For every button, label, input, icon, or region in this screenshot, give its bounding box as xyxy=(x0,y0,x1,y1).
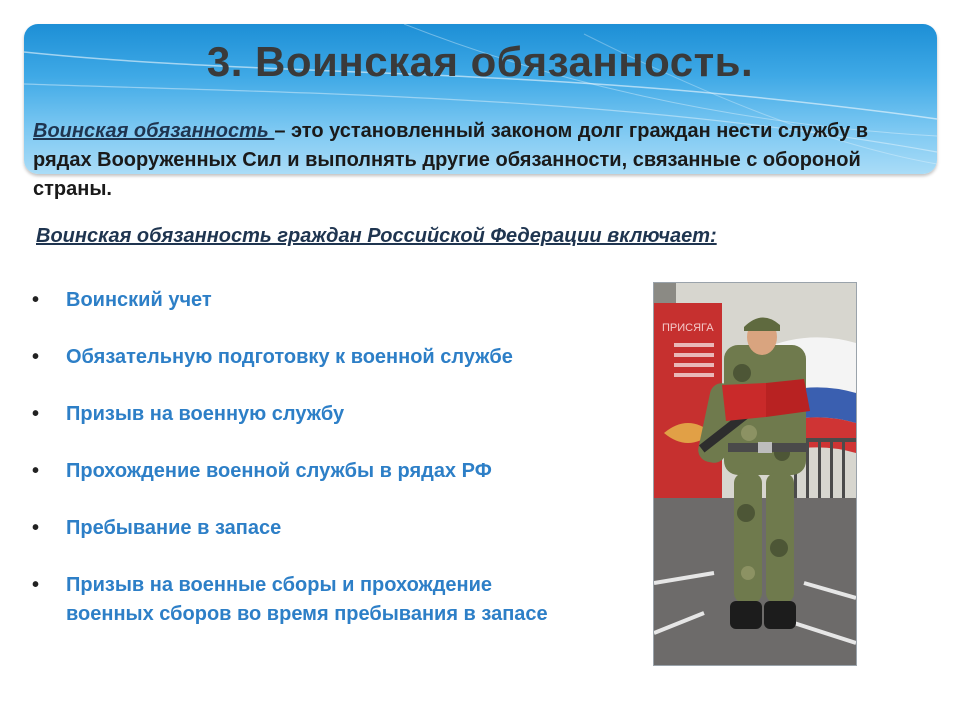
poster-sign: ПРИСЯГА xyxy=(662,322,714,334)
list-item-text: Обязательную подготовку к военной службе xyxy=(66,346,513,368)
list-item-text: Призыв на военную службу xyxy=(66,403,345,425)
list-item xyxy=(32,457,552,486)
list-item-text: Прохождение военной службы в рядах РФ xyxy=(66,460,492,482)
duties-list xyxy=(32,286,552,657)
definition-term: Воинская обязанность xyxy=(33,120,275,142)
list-item xyxy=(32,286,552,315)
definition-paragraph xyxy=(33,117,928,204)
definition-text: – это установленный законом долг граждан нести службу в рядах Вооруженных Сил и выполнять другие обязанности, связанные с обороной страны. xyxy=(33,120,869,200)
soldier-photo xyxy=(653,282,857,666)
bullet-icon: • xyxy=(32,517,40,539)
list-item xyxy=(32,571,552,629)
bullet-icon: • xyxy=(32,346,40,368)
list-item-text: Воинский учет xyxy=(66,289,212,311)
list-item-text: Пребывание в запасе xyxy=(66,517,282,539)
list-item xyxy=(32,343,552,372)
list-item xyxy=(32,400,552,429)
soldier-illustration xyxy=(654,283,856,665)
bullet-icon: • xyxy=(32,403,40,425)
bullet-icon: • xyxy=(32,574,40,596)
list-item-text: Призыв на военные сборы и прохождение военных сборов во время пребывания в запасе xyxy=(66,574,548,625)
bullet-icon: • xyxy=(32,289,40,311)
slide-title: 3. Воинская обязанность. xyxy=(206,38,754,85)
bullet-icon: • xyxy=(32,460,40,482)
list-item xyxy=(32,514,552,543)
list-heading: Воинская обязанность граждан Российской Федерации включает: xyxy=(36,225,717,247)
